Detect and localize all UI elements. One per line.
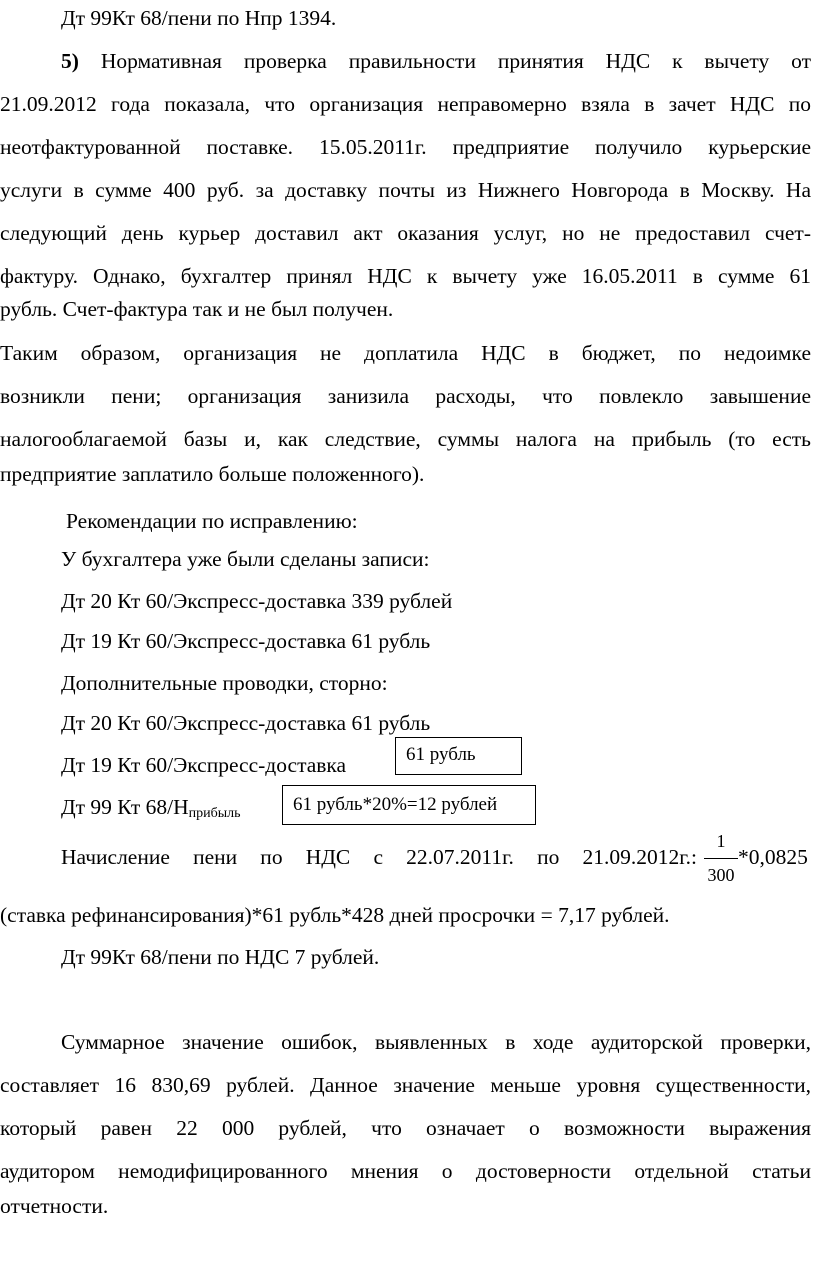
conclusion-line4: предприятие заплатило больше положенного). xyxy=(0,462,425,486)
additional-entries-heading: Дополнительные проводки, сторно: xyxy=(61,671,388,695)
refinancing-rate: *0,0825 xyxy=(738,845,808,869)
entry-dt99-sub: прибыль xyxy=(188,806,241,821)
entry-dt20-339: Дт 20 Кт 60/Экспресс-доставка 339 рублей xyxy=(61,589,453,613)
existing-entries-heading: У бухгалтера уже были сделаны записи: xyxy=(61,547,430,571)
conclusion-line1: Таким образом, организация не доплатила НДС в бюджет, по недоимке xyxy=(0,341,811,365)
penalty-line2: (ставка рефинансирования)*61 рубль*428 дней просрочки = 7,17 рублей. xyxy=(0,903,670,927)
summary-line5: отчетности. xyxy=(0,1194,109,1218)
storno-box-61: 61 рубль xyxy=(395,737,522,775)
fraction-numerator: 1 xyxy=(716,831,726,851)
entry-dt99-profit xyxy=(61,795,241,826)
item5-line4: услуги в сумме 400 руб. за доставку почты из Нижнего Новгорода в Москву. На xyxy=(0,178,811,202)
fraction-bar xyxy=(704,858,738,859)
item5-line6: фактуру. Однако, бухгалтер принял НДС к вычету уже 16.05.2011 в сумме 61 xyxy=(0,264,811,288)
conclusion-line2: возникли пени; организация занизила расходы, что повлекло завышение xyxy=(0,384,811,408)
summary-line3: который равен 22 000 рублей, что означает о возможности выражения xyxy=(0,1116,811,1140)
penalty-entry: Дт 99Кт 68/пени по НДС 7 рублей. xyxy=(61,945,380,969)
item5-line3: неотфактурованной поставке. 15.05.2011г. предприятие получило курьерские xyxy=(0,135,811,159)
item5-line1 xyxy=(61,49,811,73)
entry-dt99-main: Дт 99 Кт 68/Н xyxy=(61,795,189,819)
item5-line1-text: Нормативная проверка правильности принятия НДС к вычету от xyxy=(100,49,811,73)
item5-line2: 21.09.2012 года показала, что организация неправомерно взяла в зачет НДС по xyxy=(0,92,811,116)
entry-dt20-61: Дт 20 Кт 60/Экспресс-доставка 61 рубль xyxy=(61,711,431,735)
recommendations-heading: Рекомендации по исправлению: xyxy=(66,509,358,533)
item5-line5: следующий день курьер доставил акт оказания услуг, но не предоставил счет- xyxy=(0,221,811,245)
penalty-line1: Начисление пени по НДС с 22.07.2011г. по 21.09.2012г.: xyxy=(61,845,697,869)
conclusion-line3: налогооблагаемой базы и, как следствие, суммы налога на прибыль (то есть xyxy=(0,427,811,451)
fraction-denominator: 300 xyxy=(707,865,735,885)
storno-box-profit: 61 рубль*20%=12 рублей xyxy=(282,785,536,825)
item5-line7: рубль. Счет-фактура так и не был получен. xyxy=(0,297,394,321)
summary-line2: составляет 16 830,69 рублей. Данное значение меньше уровня существенности, xyxy=(0,1073,811,1097)
entry-dt19-storno: Дт 19 Кт 60/Экспресс-доставка xyxy=(61,753,347,777)
entry-dt19-61: Дт 19 Кт 60/Экспресс-доставка 61 рубль xyxy=(61,629,431,653)
top-entry: Дт 99Кт 68/пени по Нпр 1394. xyxy=(61,6,337,30)
summary-line4: аудитором немодифицированного мнения о достоверности отдельной статьи xyxy=(0,1159,811,1183)
summary-line1: Суммарное значение ошибок, выявленных в ходе аудиторской проверки, xyxy=(61,1030,811,1054)
item5-number: 5) xyxy=(61,49,79,73)
